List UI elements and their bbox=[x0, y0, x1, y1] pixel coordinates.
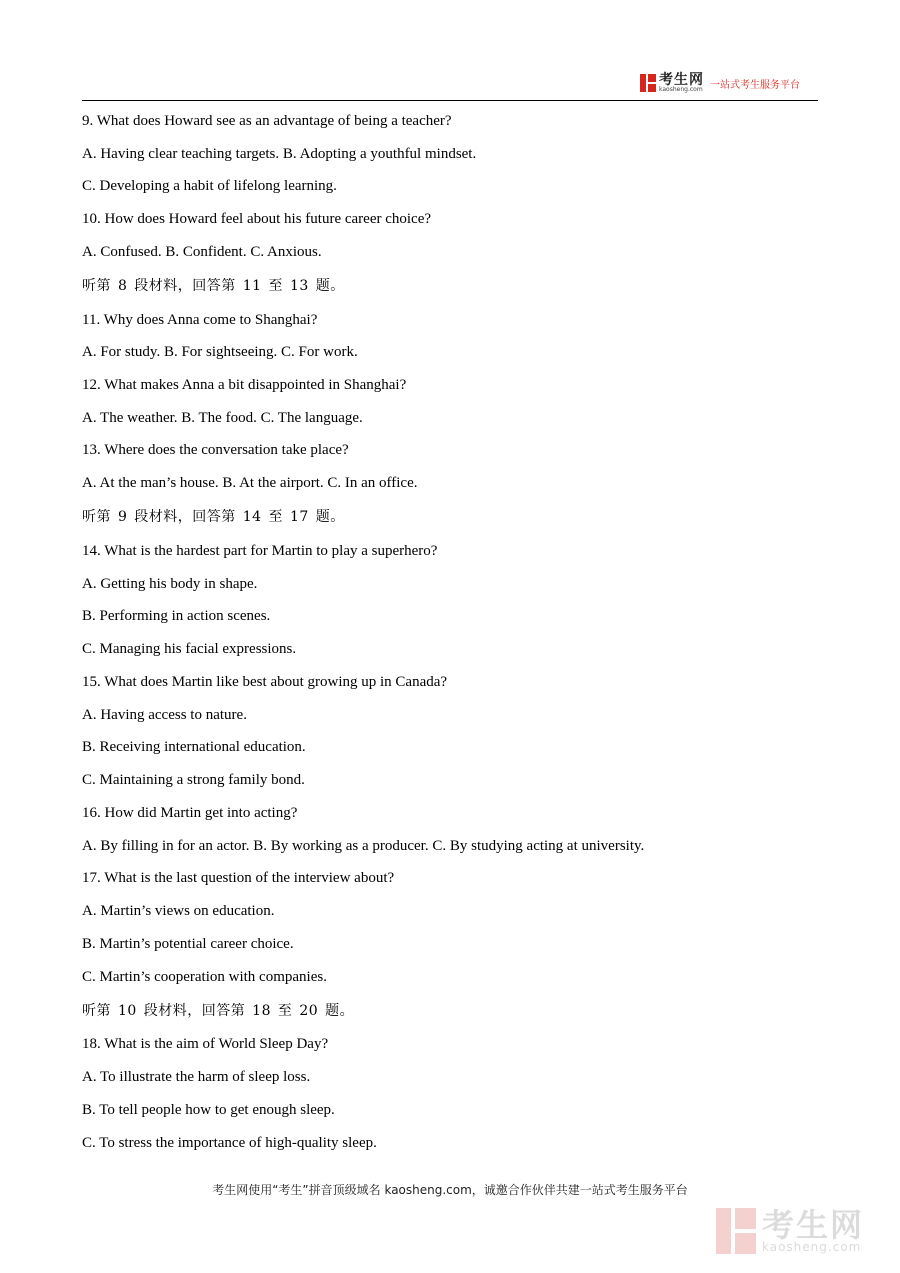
logo-name: 考生网 bbox=[659, 72, 704, 88]
question-18-option-b: B. To tell people how to get enough sleep. bbox=[82, 1102, 335, 1118]
watermark-logo-icon bbox=[716, 1208, 756, 1254]
question-13-options: A. At the man’s house. B. At the airport. C. In an office. bbox=[82, 475, 418, 491]
watermark-text bbox=[762, 1206, 865, 1254]
question-16: 16. How did Martin get into acting? bbox=[82, 805, 298, 821]
question-15: 15. What does Martin like best about growing up in Canada? bbox=[82, 674, 448, 690]
question-17: 17. What is the last question of the interview about? bbox=[82, 870, 395, 886]
footer-text: 考生网使用“考生”拼音顶级域名 kaosheng.com，诚邀合作伙伴共建一站式考生服务平台 bbox=[212, 1183, 688, 1197]
section-10-heading: 听第 10 段材料，回答第 18 至 20 题。 bbox=[82, 1003, 355, 1019]
question-17-option-b: B. Martin’s potential career choice. bbox=[82, 936, 294, 952]
question-10: 10. How does Howard feel about his future career choice? bbox=[82, 211, 432, 227]
question-11: 11. Why does Anna come to Shanghai? bbox=[82, 312, 318, 328]
question-11-options: A. For study. B. For sightseeing. C. For work. bbox=[82, 344, 358, 360]
question-12-options: A. The weather. B. The food. C. The language. bbox=[82, 410, 363, 426]
question-15-option-b: B. Receiving international education. bbox=[82, 739, 306, 755]
section-8-heading: 听第 8 段材料，回答第 11 至 13 题。 bbox=[82, 278, 345, 294]
question-18: 18. What is the aim of World Sleep Day? bbox=[82, 1036, 329, 1052]
question-17-option-c: C. Martin’s cooperation with companies. bbox=[82, 969, 327, 985]
logo-domain: kaosheng.com bbox=[659, 86, 703, 93]
watermark-domain: kaosheng.com bbox=[762, 1240, 862, 1254]
watermark bbox=[716, 1206, 864, 1256]
question-15-option-a: A. Having access to nature. bbox=[82, 707, 247, 723]
question-14-option-c: C. Managing his facial expressions. bbox=[82, 641, 297, 657]
question-10-options: A. Confused. B. Confident. C. Anxious. bbox=[82, 244, 322, 260]
question-18-option-c: C. To stress the importance of high-quality sleep. bbox=[82, 1135, 377, 1151]
section-9-heading: 听第 9 段材料，回答第 14 至 17 题。 bbox=[82, 509, 345, 525]
question-14-option-b: B. Performing in action scenes. bbox=[82, 608, 271, 624]
question-9-options-ab: A. Having clear teaching targets. B. Adopting a youthful mindset. bbox=[82, 146, 477, 162]
question-14-option-a: A. Getting his body in shape. bbox=[82, 576, 258, 592]
logo-text bbox=[659, 73, 704, 93]
question-9-option-c: C. Developing a habit of lifelong learning. bbox=[82, 178, 337, 194]
question-16-options: A. By filling in for an actor. B. By working as a producer. C. By studying acting at university. bbox=[82, 838, 645, 854]
question-15-option-c: C. Maintaining a strong family bond. bbox=[82, 772, 305, 788]
question-14: 14. What is the hardest part for Martin to play a superhero? bbox=[82, 543, 438, 559]
question-12: 12. What makes Anna a bit disappointed in Shanghai? bbox=[82, 377, 407, 393]
question-9: 9. What does Howard see as an advantage of being a teacher? bbox=[82, 113, 452, 129]
kaosheng-logo-icon bbox=[640, 74, 656, 92]
question-17-option-a: A. Martin’s views on education. bbox=[82, 903, 275, 919]
header-slogan: 一站式考生服务平台 bbox=[710, 79, 800, 91]
question-13: 13. Where does the conversation take place? bbox=[82, 442, 349, 458]
question-18-option-a: A. To illustrate the harm of sleep loss. bbox=[82, 1069, 311, 1085]
header-logo bbox=[640, 72, 800, 94]
watermark-name: 考生网 bbox=[762, 1206, 865, 1244]
header-divider bbox=[82, 100, 818, 101]
